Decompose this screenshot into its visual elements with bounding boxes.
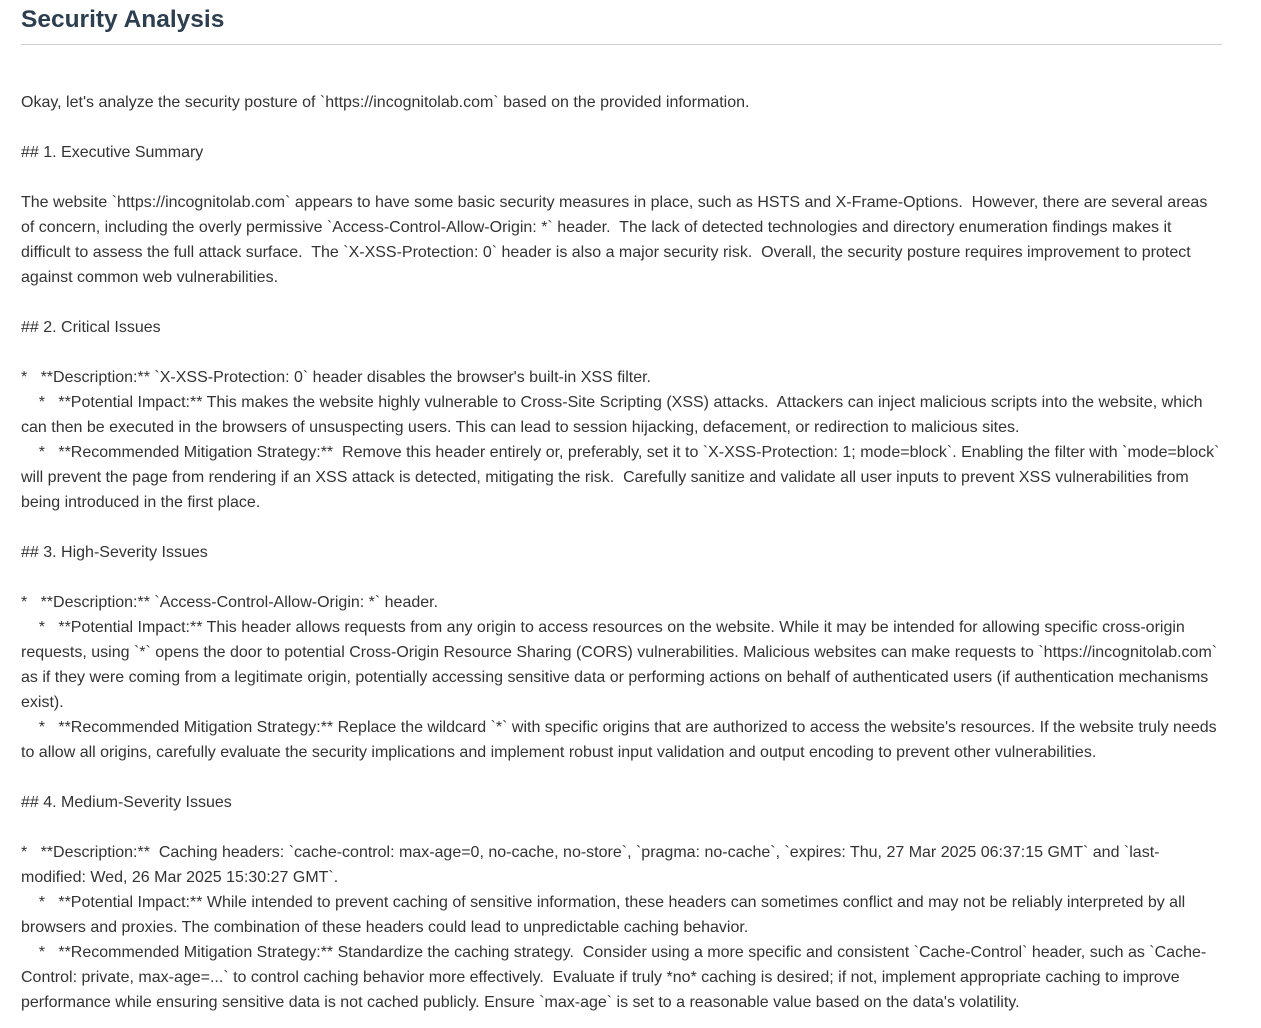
analysis-report-text: Okay, let's analyze the security posture of `https://incognitolab.com` based on the provided information. ## 1. Executive Summary The website `https://incognitolab.com` appears to have some basic security measures in place, such as HSTS and X-Frame-Options. However, there are several areas of concern, including the overly permissive `Access-Control-Allow-Origin: *` header. The lack of detected technologies and directory enumeration findings makes it difficult to assess the full attack surface. The `X-XSS-Protection: 0` header is also a major security risk. Overall, the security posture requires improvement to protect against common web vulnerabilities. ## 2. Critical Issues * **Description:** `X-XSS-Protection: 0` header disables the browser's built-in XSS filter. * **Potential Impact:** This makes the website highly vulnerable to Cross-Site Scripting (XSS) attacks. Attackers can inject malicious scripts into the website, which can then be executed in the browsers of unsuspecting users. This can lead to session hijacking, defacement, or redirection to malicious sites. * **Recommended Mitigation Strategy:** Remove this header entirely or, preferably, set it to `X-XSS-Protection: 1; mode=block`. Enabling the filter with `mode=block` will prevent the page from rendering if an XSS attack is detected, mitigating the risk. Carefully sanitize and validate all user inputs to prevent XSS vulnerabilities from being introduced in the first place. ## 3. High-Severity Issues * **Description:** `Access-Control-Allow-Origin: *` header. * **Potential Impact:** This header allows requests from any origin to access resources on the website. While it may be intended for allowing specific cross-origin requests, using `*` opens the door to potential Cross-Origin Resource Sharing (CORS) vulnerabilities. Malicious websites can make requests to `https://incognitolab.com` as if they were coming from a legitimate origin, potentially accessing sensitive data or performing actions on behalf of authenticated users (if authentication mechanisms exist). * **Recommended Mitigation Strategy:** Replace the wildcard `*` with specific origins that are authorized to access the website's resources. If the website truly needs to allow all origins, carefully evaluate the security implications and implement robust input validation and output encoding to prevent other vulnerabilities. ## 4. Medium-Severity Issues * **Description:** Caching headers: `cache-control: max-age=0, no-cache, no-store`, `pragma: no-cache`, `expires: Thu, 27 Mar 2025 06:37:15 GMT` and `last-modified: Wed, 26 Mar 2025 15:30:27 GMT`. * **Potential Impact:** While intended to prevent caching of sensitive information, these headers can sometimes conflict and may not be reliably interpreted by all browsers and proxies. The combination of these headers could lead to unpredictable caching behavior. * **Recommended Mitigation Strategy:** Standardize the caching strategy. Consider using a more specific and consistent `Cache-Control` header, such as `Cache-Control: private, max-age=...` to control caching behavior more effectively. Evaluate if truly *no* caching is desired; if not, implement appropriate caching to improve performance while ensuring sensitive data is not cached publicly. Ensure `max-age` is set to a reasonable value based on the data's volatility.: [21, 94, 1220, 1011]
page-title: Security Analysis: [21, 6, 225, 33]
title-divider: [21, 44, 1222, 45]
